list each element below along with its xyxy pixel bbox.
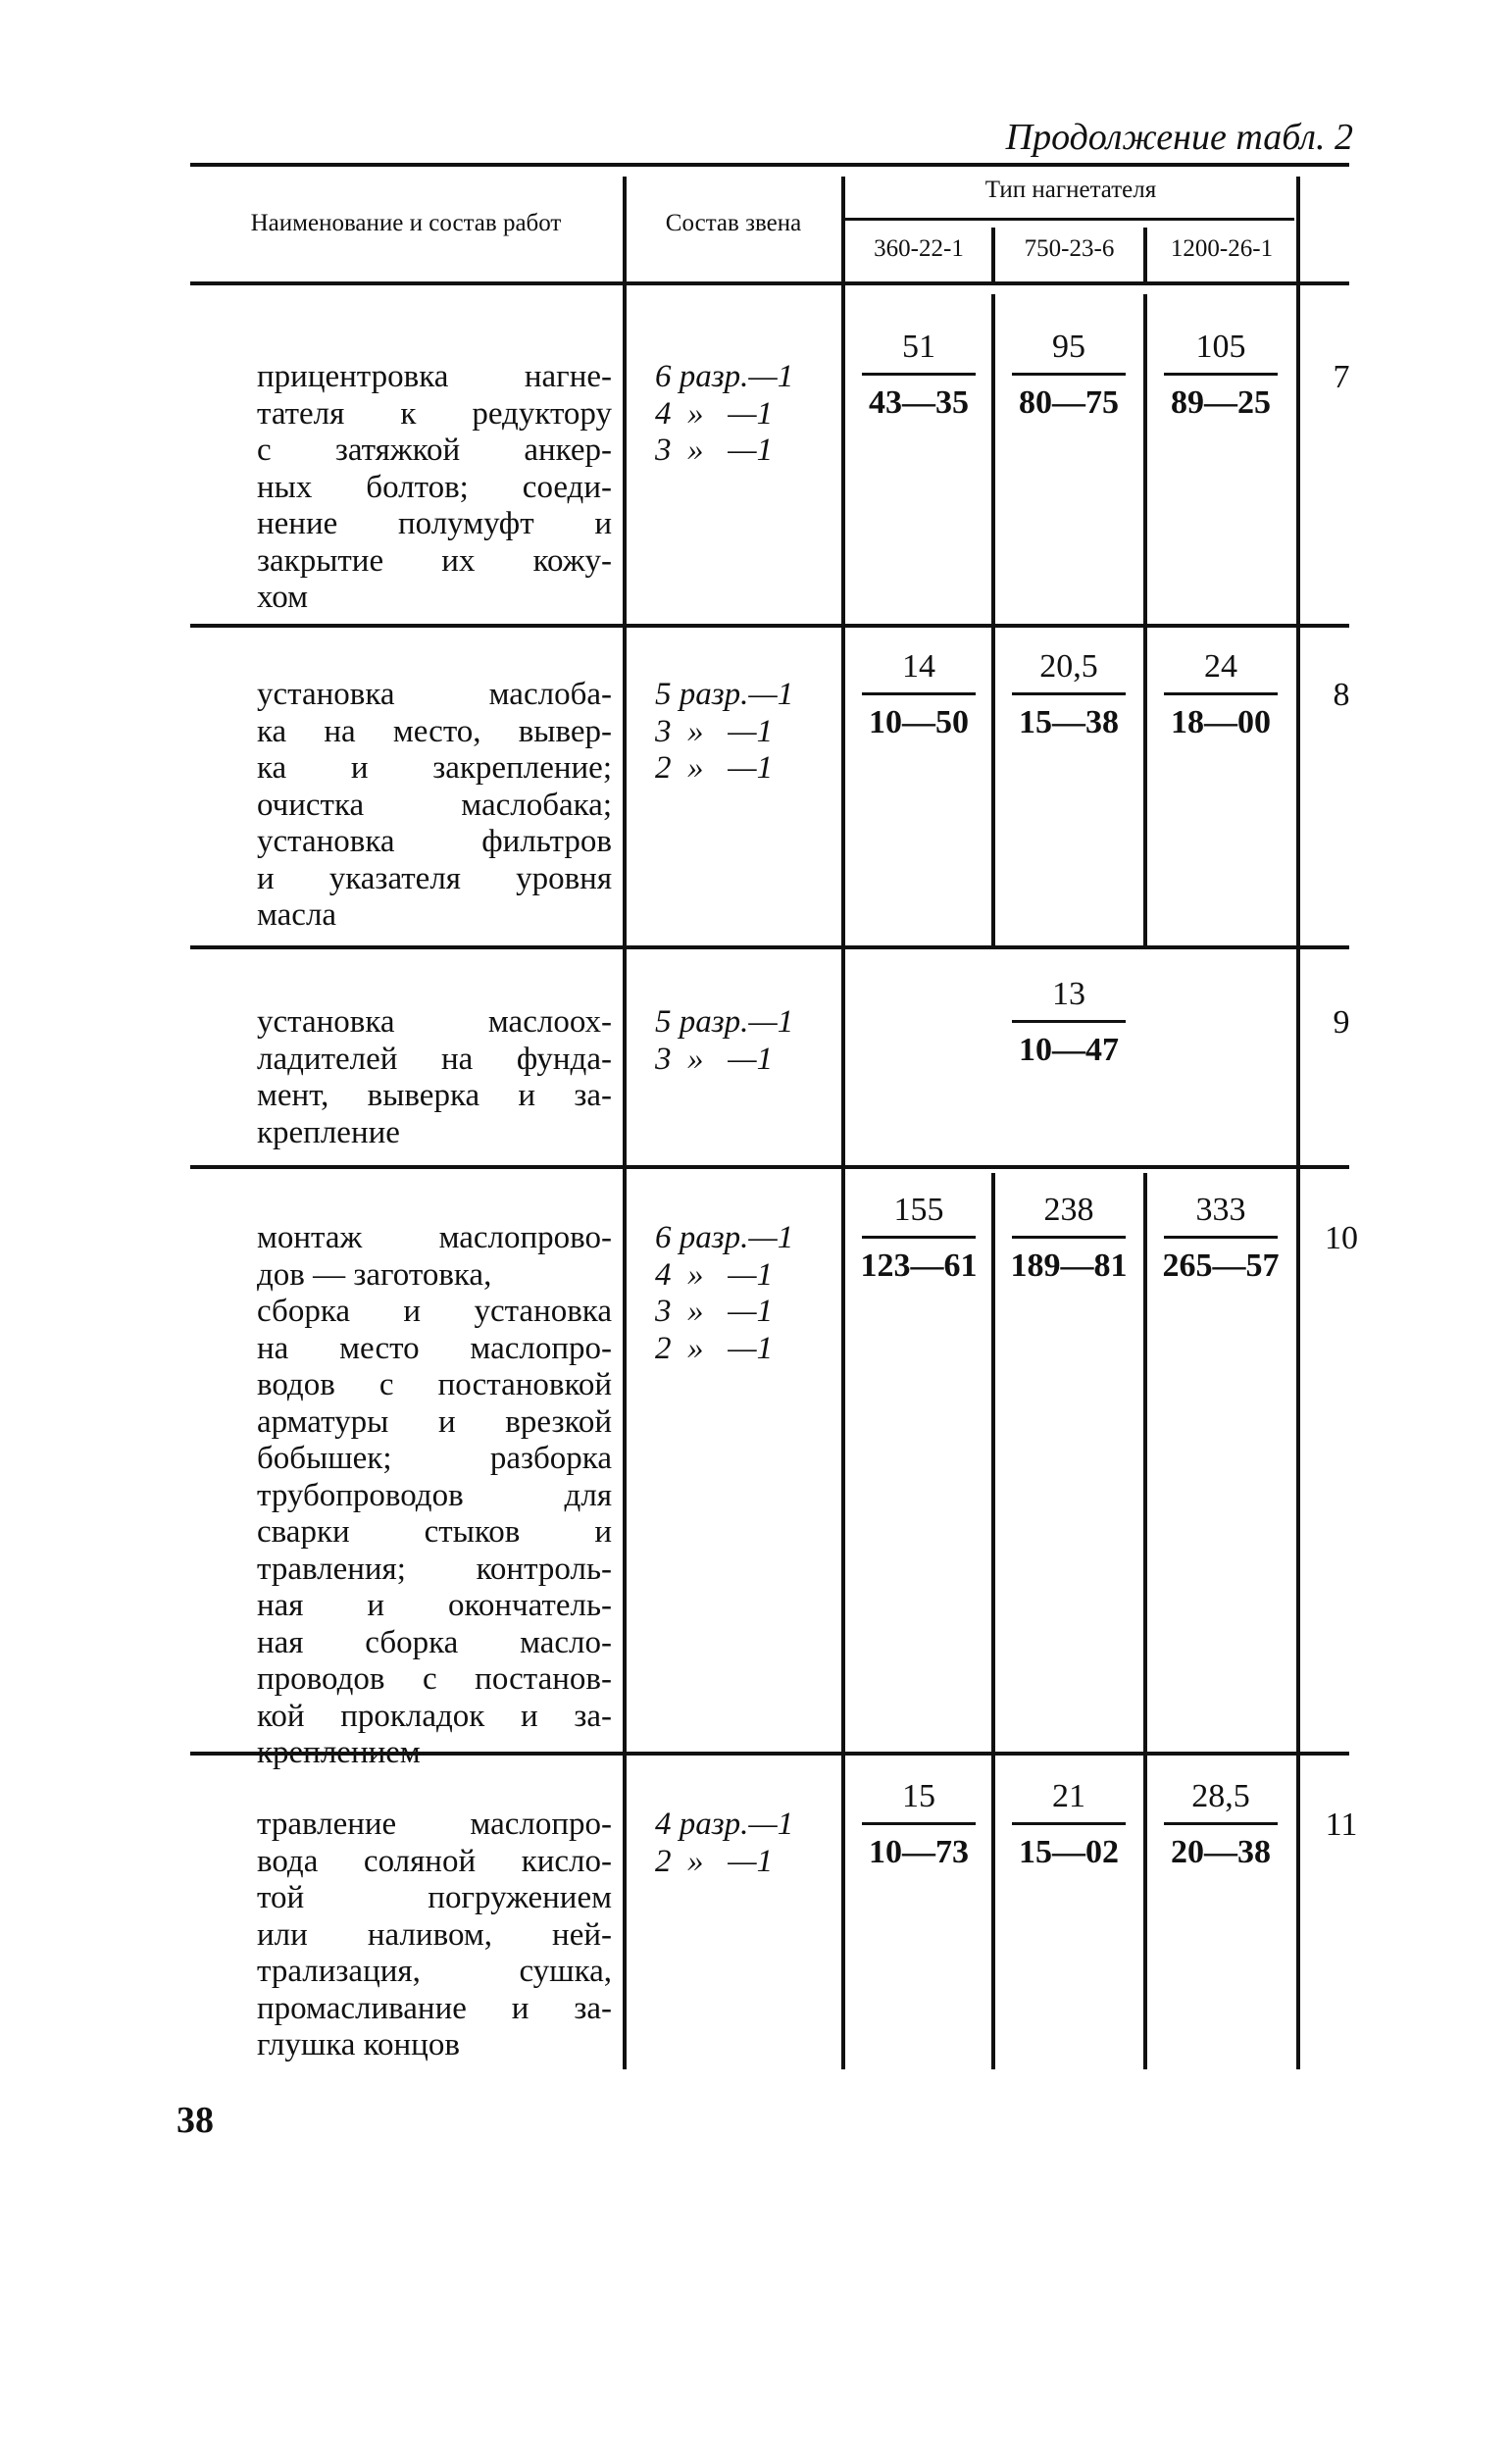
fraction-bar [1012,373,1126,376]
description-line: установка фильтров [257,824,612,859]
norm-cost: 80—75 [1019,384,1119,421]
description-line: водов с постановкой [257,1367,612,1402]
description-line: проводов с постанов- [257,1661,612,1697]
norm-cost: 10—47 [1019,1032,1119,1068]
description-line: мент, выверка и за- [257,1078,612,1113]
description-line: дов — заготовка, [257,1256,492,1293]
crew-line: 4 разр.—1 [655,1807,794,1842]
norm-value-360 [845,328,992,423]
work-description [257,677,612,935]
norm-value-1200 [1147,647,1294,742]
norm-time: 28,5 [1191,1778,1250,1814]
header-type-360: 360-22-1 [874,235,964,262]
description-line: арматуры и врезкой [257,1403,612,1440]
crew-line: 5 разр.—1 [655,677,794,712]
norm-cost: 89—25 [1171,384,1271,421]
norm-time: 15 [902,1778,935,1814]
type-divider [991,1173,995,2069]
work-description [257,1220,612,1772]
description-line: тателя к редуктору [257,395,612,432]
norm-cost: 10—50 [869,704,969,740]
description-line: закрытие их кожу- [257,542,612,579]
norm-value-360 [845,1777,992,1872]
description-line: глушка концов [257,2027,460,2062]
norm-cost: 10—73 [869,1834,969,1870]
description-line: ка на место, вывер- [257,713,612,749]
norm-cost: 20—38 [1171,1834,1271,1870]
crew-line: 4 » —1 [655,1256,774,1293]
work-description [257,1807,612,2064]
crew-line: 2 » —1 [655,1330,774,1366]
norm-value-1200 [1147,1191,1294,1286]
fraction-bar [862,373,976,376]
crew-line: 6 разр.—1 [655,1220,794,1255]
description-line: хом [257,580,308,615]
description-line: масла [257,897,337,933]
fraction-bar [1012,1020,1126,1023]
description-line: ная сборка масло- [257,1624,612,1660]
norm-value-750 [995,1191,1142,1286]
crew-composition [655,359,836,470]
description-line: нение полумуфт и [257,506,612,541]
table-continuation-caption: Продолжение табл. 2 [1005,117,1353,158]
header-crew-column: Состав звена [665,210,802,236]
description-line: травление маслопро- [257,1807,612,1842]
page-number: 38 [176,2100,214,2141]
norm-cost: 189—81 [1010,1247,1128,1284]
fraction-bar [862,1236,976,1239]
table-top-rule [190,163,1349,167]
description-line: установка маслоох- [257,1004,612,1040]
row-separator [190,624,1349,628]
type-divider [1143,1173,1147,2069]
norm-time: 333 [1195,1192,1246,1228]
norm-value-360 [845,647,992,742]
header-type-group: Тип нагнетателя [984,177,1157,203]
header-bottom-rule [190,281,1349,285]
norm-time: 155 [893,1192,944,1228]
description-line: бобышек; разборка [257,1441,612,1476]
column-divider-types-no [1296,177,1300,2069]
fraction-bar [1164,692,1278,695]
norm-time: 21 [1052,1778,1085,1814]
description-line: сборка и установка [257,1294,612,1329]
norm-cost: 123—61 [860,1247,978,1284]
description-line: ных болтов; соеди- [257,469,612,505]
norm-cost: 15—38 [1019,704,1119,740]
row-separator [190,1165,1349,1169]
description-line: трализация, сушка, [257,1954,612,1989]
fraction-bar [1164,373,1278,376]
header-name-column: Наименование и состав работ [250,210,562,236]
crew-line: 3 » —1 [655,1294,774,1329]
norm-cost: 265—57 [1162,1247,1280,1284]
description-line: на место маслопро- [257,1330,612,1366]
header-type-750: 750-23-6 [1024,235,1115,262]
description-line: вода соляной кисло- [257,1843,612,1879]
norm-time: 14 [902,648,935,685]
column-divider-name-crew [623,177,627,2069]
work-description [257,1004,612,1151]
norm-value-1200 [1147,1777,1294,1872]
crew-line: 5 разр.—1 [655,1004,794,1040]
description-line: установка маслоба- [257,677,612,712]
row-number: 10 [1325,1220,1358,1256]
norm-time: 105 [1195,329,1246,365]
norm-cost: 43—35 [869,384,969,421]
description-line: очистка маслобака; [257,787,612,823]
norm-value-merged [995,975,1142,1070]
description-line: ка и закрепление; [257,750,612,786]
norm-cost: 18—00 [1171,704,1271,740]
crew-line: 3 » —1 [655,713,774,749]
norm-cost: 15—02 [1019,1834,1119,1870]
crew-composition [655,677,836,788]
row-separator [190,945,1349,949]
description-line: той погружением [257,1880,612,1915]
description-line: крепление [257,1114,400,1150]
description-line: креплением [257,1735,421,1770]
description-line: травления; контроль- [257,1551,612,1587]
fraction-bar [1012,692,1126,695]
description-line: или наливом, ней- [257,1916,612,1953]
norm-value-1200 [1147,328,1294,423]
fraction-bar [862,1822,976,1825]
crew-line: 2 » —1 [655,750,774,786]
description-line: кой прокладок и за- [257,1698,612,1734]
crew-composition [655,1004,836,1078]
fraction-bar [1164,1236,1278,1239]
description-line: прицентровка нагне- [257,359,612,394]
description-line: ладителей на фунда- [257,1041,612,1077]
header-subrule [843,218,1294,221]
description-line: трубопроводов для [257,1477,612,1513]
norm-value-750 [995,647,1142,742]
norm-value-750 [995,1777,1142,1872]
description-line: промасливание и за- [257,1990,612,2026]
norm-value-360 [845,1191,992,1286]
norm-time: 238 [1043,1192,1094,1228]
crew-composition [655,1220,836,1367]
crew-line: 4 » —1 [655,395,774,432]
description-line: и указателя уровня [257,860,612,896]
row-number: 9 [1333,1004,1350,1041]
fraction-bar [1012,1822,1126,1825]
description-line: сварки стыков и [257,1514,612,1550]
norm-time: 24 [1204,648,1237,685]
crew-line: 6 разр.—1 [655,359,794,394]
crew-line: 3 » —1 [655,433,774,468]
crew-composition [655,1807,836,1880]
fraction-bar [1164,1822,1278,1825]
fraction-bar [862,692,976,695]
description-line: с затяжкой анкер- [257,433,612,468]
description-line: монтаж маслопрово- [257,1220,612,1255]
row-number: 11 [1325,1807,1358,1843]
description-line: ная и окончатель- [257,1588,612,1623]
norm-time: 95 [1052,329,1085,365]
norm-value-750 [995,328,1142,423]
crew-line: 2 » —1 [655,1843,774,1879]
norm-time: 13 [1052,976,1085,1012]
row-number: 7 [1333,359,1350,395]
crew-line: 3 » —1 [655,1041,774,1077]
norm-time: 20,5 [1039,648,1098,685]
norm-time: 51 [902,329,935,365]
header-type-1200: 1200-26-1 [1170,235,1274,262]
fraction-bar [1012,1236,1126,1239]
row-number: 8 [1333,677,1350,713]
work-description [257,359,612,617]
